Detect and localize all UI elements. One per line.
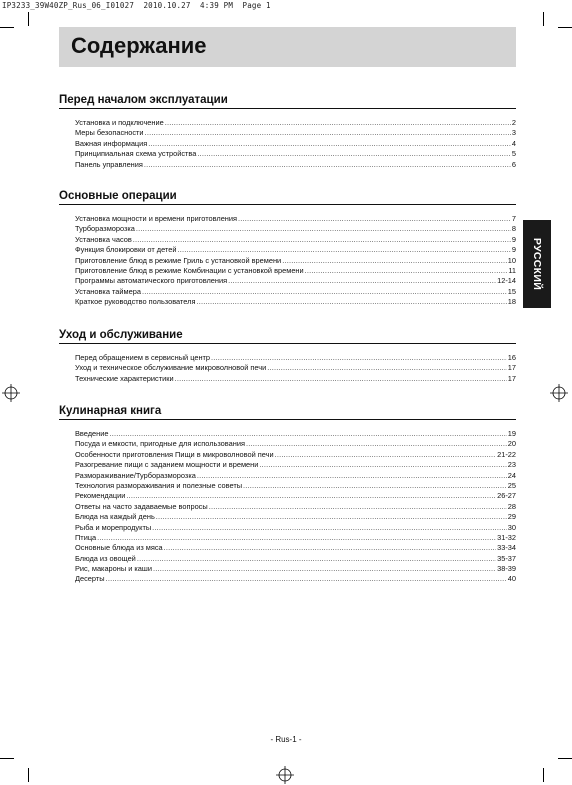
toc-page: 18 — [507, 297, 516, 307]
toc-page: 29 — [507, 512, 516, 522]
toc-label: Ответы на часто задаваемые вопросы — [75, 501, 208, 511]
toc-label: Блюда из овощей — [75, 553, 136, 563]
toc-page: 38-39 — [497, 564, 516, 574]
section-divider — [59, 343, 516, 344]
toc-label: Введение — [75, 429, 109, 438]
toc-entry[interactable] — [75, 118, 516, 128]
toc-list — [75, 353, 516, 384]
toc-list — [75, 214, 516, 308]
toc-label: Принципиальная схема устройства — [75, 149, 197, 159]
registration-mark-right — [550, 384, 568, 402]
crop-mark — [543, 768, 544, 782]
toc-entry[interactable] — [75, 564, 516, 574]
toc-label: Приготовление блюд в режиме Гриль с установкой времени — [75, 255, 282, 265]
toc-entry[interactable] — [75, 149, 516, 159]
leader-dots — [145, 128, 511, 138]
toc-label: Технические характеристики — [75, 373, 174, 383]
toc-label: Установка таймера — [75, 286, 141, 296]
toc-label: Посуда и емкости, пригодные для использования — [75, 439, 245, 449]
toc-entry[interactable] — [75, 512, 516, 522]
crop-mark — [28, 768, 29, 782]
toc-page: 23 — [507, 460, 516, 470]
toc-page: 31-32 — [497, 532, 516, 542]
crop-mark — [558, 758, 572, 759]
leader-dots — [246, 439, 507, 449]
toc-entry[interactable] — [75, 574, 516, 584]
toc-label: Технология размораживания и полезные советы — [75, 480, 243, 490]
toc-page: 6 — [511, 159, 516, 169]
toc-page: 21-22 — [497, 449, 516, 459]
crop-mark — [0, 758, 14, 759]
leader-dots — [109, 429, 506, 439]
toc-label: Программы автоматического приготовления — [75, 276, 228, 286]
toc-page: 35-37 — [497, 553, 516, 563]
leader-dots — [136, 224, 511, 234]
leader-dots — [177, 245, 510, 255]
toc-page: 10 — [507, 255, 516, 265]
toc-entry[interactable] — [75, 276, 516, 286]
toc-label: Блюда на каждый день — [75, 512, 155, 522]
toc-entry[interactable] — [75, 471, 516, 481]
crop-mark — [558, 27, 572, 28]
section-heading: Перед началом эксплуатации — [59, 94, 228, 106]
leader-dots — [133, 235, 511, 245]
toc-page: 2 — [511, 118, 516, 127]
toc-page: 9 — [511, 234, 516, 244]
leader-dots — [142, 287, 507, 297]
language-tab — [523, 220, 551, 308]
toc-entry[interactable] — [75, 481, 516, 491]
toc-page: 25 — [507, 480, 516, 490]
leader-dots — [259, 460, 506, 470]
toc-page: 7 — [511, 214, 516, 223]
toc-label: Разогревание пищи с заданием мощности и времени — [75, 460, 259, 470]
toc-label: Краткое руководство пользователя — [75, 297, 196, 307]
leader-dots — [197, 471, 507, 481]
toc-label: Птица — [75, 532, 97, 542]
toc-page: 28 — [507, 501, 516, 511]
leader-dots — [275, 450, 496, 460]
toc-label: Важная информация — [75, 138, 148, 148]
leader-dots — [243, 481, 507, 491]
leader-dots — [197, 149, 510, 159]
leader-dots — [137, 554, 496, 564]
toc-entry[interactable] — [75, 491, 516, 501]
leader-dots — [165, 118, 511, 128]
toc-entry[interactable] — [75, 523, 516, 533]
leader-dots — [305, 266, 508, 276]
leader-dots — [153, 564, 496, 574]
crop-mark — [28, 12, 29, 26]
toc-label: Меры безопасности — [75, 128, 144, 138]
toc-page: 16 — [507, 353, 516, 362]
toc-label: Панель управления — [75, 159, 143, 169]
toc-page: 12-14 — [497, 276, 516, 286]
toc-label: Турборазморозка — [75, 224, 135, 234]
section-divider — [59, 204, 516, 205]
page-title: Содержание — [71, 33, 207, 58]
leader-dots — [175, 374, 507, 384]
toc-page: 3 — [511, 128, 516, 138]
leader-dots — [97, 533, 496, 543]
leader-dots — [144, 160, 511, 170]
toc-page: 20 — [507, 439, 516, 449]
leader-dots — [106, 574, 507, 584]
leader-dots — [209, 502, 507, 512]
leader-dots — [211, 353, 507, 363]
section-heading: Уход и обслуживание — [59, 329, 183, 341]
toc-label: Рекомендации — [75, 491, 126, 501]
section-divider — [59, 108, 516, 109]
toc-page: 5 — [511, 149, 516, 159]
toc-label: Особенности приготовления Пищи в микроволновой печи — [75, 449, 274, 459]
leader-dots — [164, 543, 496, 553]
toc-list — [75, 118, 516, 170]
language-tab-label: РУССКИЙ — [531, 237, 543, 291]
toc-entry[interactable] — [75, 353, 516, 363]
toc-label: Установка и подключение — [75, 118, 164, 127]
toc-entry[interactable] — [75, 245, 516, 255]
toc-entry[interactable] — [75, 256, 516, 266]
toc-entry[interactable] — [75, 139, 516, 149]
toc-entry[interactable] — [75, 450, 516, 460]
toc-entry[interactable] — [75, 235, 516, 245]
toc-entry[interactable] — [75, 502, 516, 512]
toc-label: Основные блюда из мяса — [75, 543, 163, 553]
title-banner — [59, 27, 516, 67]
leader-dots — [196, 297, 506, 307]
section-heading: Кулинарная книга — [59, 405, 162, 417]
section-heading: Основные операции — [59, 190, 177, 202]
toc-entry[interactable] — [75, 439, 516, 449]
toc-entry[interactable] — [75, 554, 516, 564]
toc-entry[interactable] — [75, 533, 516, 543]
toc-list — [75, 429, 516, 585]
toc-label: Рыба и морепродукты — [75, 522, 152, 532]
toc-entry[interactable] — [75, 224, 516, 234]
toc-page: 11 — [508, 265, 516, 275]
toc-page: 26-27 — [497, 491, 516, 501]
leader-dots — [282, 256, 507, 266]
toc-label: Функция блокировки от детей — [75, 245, 177, 255]
toc-label: Рис, макароны и каши — [75, 564, 152, 574]
registration-mark-bottom — [276, 766, 294, 784]
toc-entry[interactable] — [75, 429, 516, 439]
print-header: IP3233_39W40ZP_Rus_06_I01027 2010.10.27 4:39 PM Page 1 — [2, 1, 271, 10]
toc-page: 33-34 — [497, 543, 516, 553]
toc-page: 8 — [511, 224, 516, 234]
toc-page: 40 — [507, 574, 516, 584]
toc-label: Установка часов — [75, 234, 132, 244]
toc-label: Уход и техническое обслуживание микроволновой печи — [75, 363, 267, 373]
toc-entry[interactable] — [75, 266, 516, 276]
toc-entry[interactable] — [75, 160, 516, 170]
leader-dots — [267, 363, 507, 373]
section-divider — [59, 419, 516, 420]
leader-dots — [156, 512, 507, 522]
crop-mark — [543, 12, 544, 26]
toc-entry[interactable] — [75, 460, 516, 470]
toc-entry[interactable] — [75, 363, 516, 373]
toc-label: Размораживание/Турборазморозка — [75, 470, 196, 480]
toc-page: 17 — [507, 363, 516, 373]
toc-entry[interactable] — [75, 214, 516, 224]
leader-dots — [126, 491, 496, 501]
toc-entry[interactable] — [75, 128, 516, 138]
leader-dots — [152, 523, 507, 533]
toc-page: 4 — [511, 138, 516, 148]
toc-label: Установка мощности и времени приготовления — [75, 214, 238, 223]
toc-label: Десерты — [75, 574, 105, 584]
toc-label: Перед обращением в сервисный центр — [75, 353, 211, 362]
toc-page: 30 — [507, 522, 516, 532]
toc-page: 19 — [507, 429, 516, 438]
toc-entry[interactable] — [75, 297, 516, 307]
toc-page: 24 — [507, 470, 516, 480]
toc-page: 15 — [507, 286, 516, 296]
toc-entry[interactable] — [75, 374, 516, 384]
leader-dots — [238, 214, 511, 224]
toc-label: Приготовление блюд в режиме Комбинации с установкой времени — [75, 265, 304, 275]
registration-mark-left — [2, 384, 20, 402]
toc-page: 9 — [511, 245, 516, 255]
toc-entry[interactable] — [75, 543, 516, 553]
toc-page: 17 — [507, 373, 516, 383]
toc-entry[interactable] — [75, 287, 516, 297]
page-number: - Rus-1 - — [270, 735, 302, 744]
crop-mark — [0, 27, 14, 28]
leader-dots — [148, 139, 511, 149]
leader-dots — [228, 276, 496, 286]
